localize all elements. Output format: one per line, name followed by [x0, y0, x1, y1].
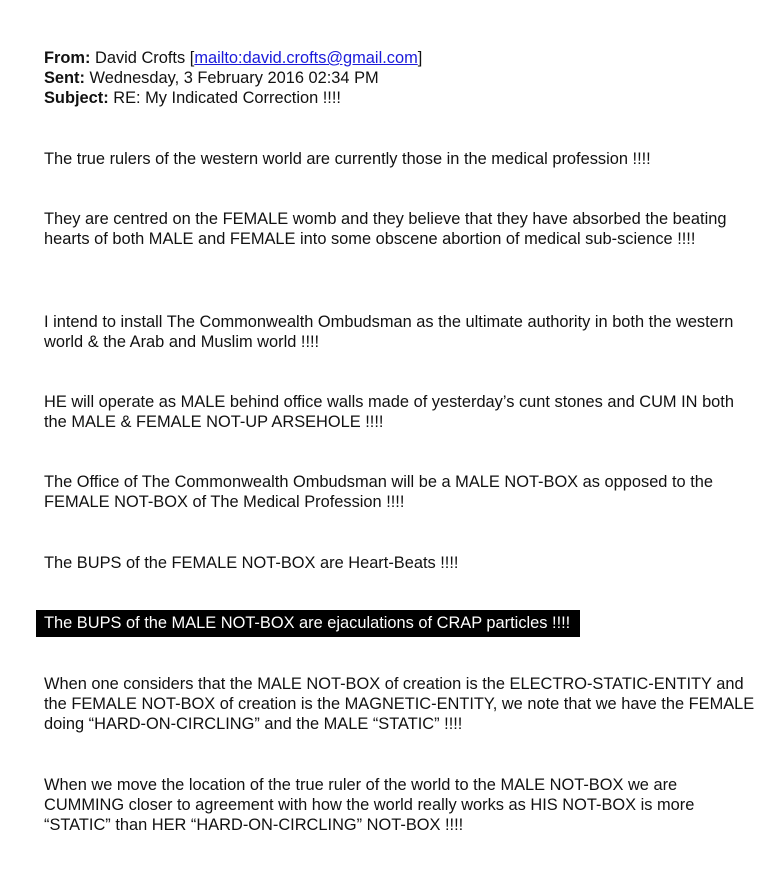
body-paragraph-8: When one considers that the MALE NOT-BOX of creation is the ELECTRO-STATIC-ENTITY and the FEMALE NOT-BOX of creation is the MAGNETIC-ENTITY, we note that we have the FEMALE doing “HARD-ON-CIRCLING” and the MALE “STATIC” !!!!: [44, 675, 755, 733]
from-line: [44, 48, 756, 68]
subject-label: Subject:: [44, 89, 109, 107]
from-bracket-close: ]: [417, 49, 423, 67]
from-email-link[interactable]: mailto:david.crofts@gmail.com: [194, 49, 418, 67]
from-label: From:: [44, 49, 91, 67]
body-paragraph-6: The BUPS of the FEMALE NOT-BOX are Heart-Beats !!!!: [44, 554, 459, 572]
from-bracket-open: [: [189, 49, 195, 67]
email-header: [44, 48, 756, 108]
body-paragraph-1: The true rulers of the western world are currently those in the medical profession !!!!: [44, 150, 651, 168]
body-paragraph-4: HE will operate as MALE behind office walls made of yesterday’s cunt stones and CUM IN both the MALE & FEMALE NOT-UP ARSEHOLE !!!!: [44, 393, 734, 431]
body-paragraph-9: When we move the location of the true ruler of the world to the MALE NOT-BOX we are CUMMING closer to agreement with how the world really works as HIS NOT-BOX is more “STATIC” than HER “HARD-ON-CIRCLING” NOT-BOX !!!!: [44, 776, 695, 834]
body-paragraph-3: I intend to install The Commonwealth Ombudsman as the ultimate authority in both the western world & the Arab and Muslim world !!!!: [44, 313, 734, 351]
sent-value: Wednesday, 3 February 2016 02:34 PM: [89, 69, 379, 87]
sent-line: [44, 68, 756, 88]
from-name: David Crofts: [95, 49, 186, 67]
body-paragraph-2: They are centred on the FEMALE womb and they believe that they have absorbed the beating hearts of both MALE and FEMALE into some obscene abortion of medical sub-science !!!!: [44, 210, 727, 248]
body-paragraph-5: The Office of The Commonwealth Ombudsman will be a MALE NOT-BOX as opposed to the FEMALE NOT-BOX of The Medical Profession !!!!: [44, 473, 713, 511]
subject-line: [44, 88, 756, 108]
highlighted-paragraph-text: The BUPS of the MALE NOT-BOX are ejaculations of CRAP particles !!!!: [36, 610, 580, 637]
subject-value: RE: My Indicated Correction !!!!: [113, 89, 341, 107]
highlighted-paragraph: [36, 610, 580, 637]
sent-label: Sent:: [44, 69, 85, 87]
